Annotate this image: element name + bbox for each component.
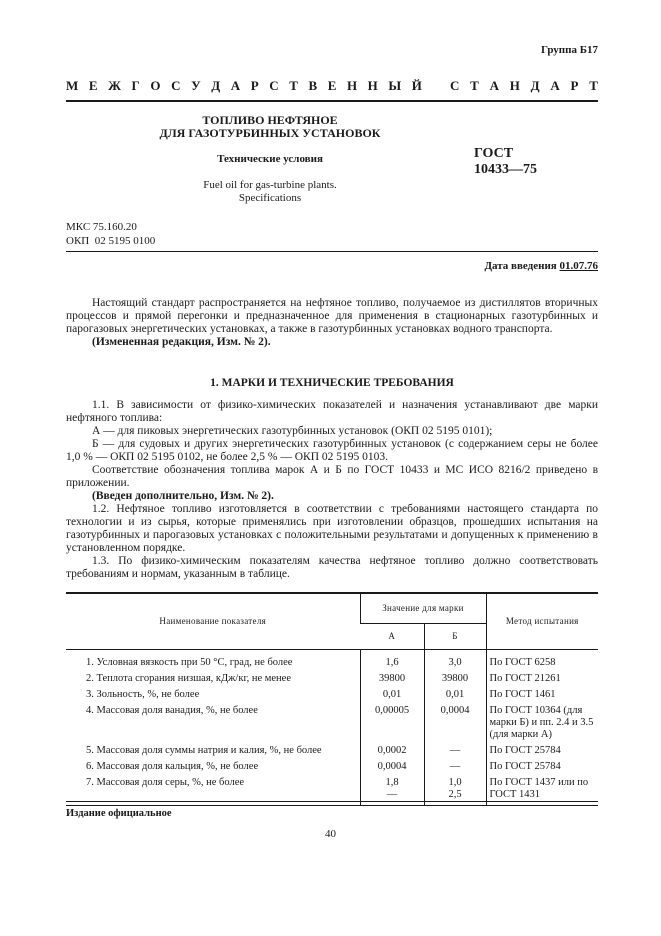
gost-code: 10433—75 <box>474 162 537 177</box>
document-title <box>140 114 400 140</box>
english-title-line-1: Fuel oil for gas-turbine plants. <box>203 179 337 191</box>
english-title-line-2: Specifications <box>238 192 302 204</box>
intro-block <box>66 297 598 349</box>
header-name: Наименование показателя <box>66 593 360 649</box>
intro-paragraph: Настоящий стандарт распространяется на нефтяное топливо, получаемое из дистиллятов вторичных процессов и прямой перегонки и предназначенное для применения в стационарных газотурбинных и парогазовых энергетических установках, а также в газотурбинных установках водного транспорта. <box>66 297 598 335</box>
row-grade-a: 0,00005 <box>360 705 424 741</box>
row-name: 7. Массовая доля серы, %, не более <box>86 777 245 788</box>
row-method: По ГОСТ 1437 или по ГОСТ 1431 <box>486 777 598 801</box>
okp-code: ОКП 02 5195 0100 <box>66 235 156 247</box>
document-subtitle: Технические условия <box>217 153 323 165</box>
row-name: 2. Теплота сгорания низшая, кДж/кг, не менее <box>86 673 291 684</box>
row-grade-b: — <box>424 745 486 757</box>
grade-b-item: Б — для судовых и других энергетических газотурбинных установок (с содержанием серы не более 1,0 % — ОКП 02 5195 0102, не более 2,5 % — ОКП 02 5195 0103. <box>66 438 598 463</box>
mks-code: МКС 75.160.20 <box>66 221 137 233</box>
row-grade-b-value-2: 2,5 <box>448 789 462 800</box>
section-heading: 1. МАРКИ И ТЕХНИЧЕСКИЕ ТРЕБОВАНИЯ <box>210 377 454 389</box>
official-edition: Издание официальное <box>66 808 172 819</box>
row-grade-b-value-1: 1,0 <box>448 777 462 788</box>
row-method: По ГОСТ 1461 <box>486 689 598 701</box>
row-name: 5. Массовая доля суммы натрия и калия, %, не более <box>86 745 322 756</box>
row-name: 3. Зольность, %, не более <box>86 689 200 700</box>
clause-1-3: 1.3. По физико-химическим показателям качества нефтяное топливо должно соответствовать требованиям и нормам, указанным в таблице. <box>66 555 598 580</box>
row-method: По ГОСТ 25784 <box>486 745 598 757</box>
table-row <box>66 689 598 701</box>
correspondence-paragraph: Соответствие обозначения топлива марок А и Б по ГОСТ 10433 и МС ИСО 8216/2 приведено в приложении. <box>66 464 598 489</box>
table-row <box>66 761 598 773</box>
section-body <box>66 399 598 581</box>
table-row <box>66 673 598 685</box>
row-grade-a-value-1: 1,8 <box>385 777 399 788</box>
grade-a-item: А — для пиковых энергетических газотурбинных установок (ОКП 02 5195 0101); <box>92 425 493 437</box>
group-label: Группа Б17 <box>541 44 598 56</box>
table-row <box>66 705 598 741</box>
row-grade-b: 0,0004 <box>424 705 486 741</box>
row-method: По ГОСТ 25784 <box>486 761 598 773</box>
row-name: 6. Массовая доля кальция, %, не более <box>86 761 259 772</box>
intro-date-value: 01.07.76 <box>559 260 598 272</box>
row-grade-b: — <box>424 761 486 773</box>
edit-note: (Измененная редакция, Изм. № 2). <box>92 336 271 348</box>
standard-banner <box>66 78 598 94</box>
gost-number <box>474 146 537 178</box>
row-grade-a: 1,6 <box>360 657 424 669</box>
header-grade-a: А <box>360 623 424 649</box>
row-grade-a: 0,0002 <box>360 745 424 757</box>
row-grade-a: 0,0004 <box>360 761 424 773</box>
row-name: 1. Условная вязкость при 50 °С, град, не более <box>86 657 293 668</box>
row-grade-a: 0,01 <box>360 689 424 701</box>
row-name: 4. Массовая доля ванадия, %, не более <box>86 705 258 716</box>
title-line-2: ДЛЯ ГАЗОТУРБИННЫХ УСТАНОВОК <box>159 126 381 140</box>
intro-date-label: Дата введения <box>484 260 557 272</box>
banner-word-standard: С Т А Н Д А Р Т <box>450 78 598 93</box>
header-grade-b: Б <box>424 623 486 649</box>
row-grade-b: 0,01 <box>424 689 486 701</box>
requirements-table <box>66 592 598 806</box>
classification-codes <box>66 220 155 248</box>
page-number: 40 <box>325 828 336 840</box>
row-grade-a: 39800 <box>360 673 424 685</box>
intro-date <box>484 260 598 272</box>
english-title <box>140 179 400 205</box>
row-grade-a-value-2: — <box>386 789 398 800</box>
table-row <box>66 745 598 757</box>
table-row <box>66 657 598 669</box>
clause-1-2: 1.2. Нефтяное топливо изготовляется в соответствии с требованиями настоящего стандарта по технологии и из сырья, которые применялись при изготовлении образцов, прошедших испытания на газотурбинных и парогазовых установках с положительными результатами и допущенных к применению в установленном порядке. <box>66 503 598 554</box>
row-method: По ГОСТ 10364 (для марки Б) и пп. 2.4 и 3.5 (для марки А) <box>486 705 598 741</box>
header-value: Значение для марки <box>360 593 486 623</box>
row-method: По ГОСТ 21261 <box>486 673 598 685</box>
added-note: (Введен дополнительно, Изм. № 2). <box>92 490 274 502</box>
row-method: По ГОСТ 6258 <box>486 657 598 669</box>
clause-1-1: 1.1. В зависимости от физико-химических показателей и назначения устанавливают две марки нефтяного топлива: <box>66 399 598 424</box>
header-rule <box>66 251 598 252</box>
title-line-1: ТОПЛИВО НЕФТЯНОЕ <box>202 113 338 127</box>
top-rule <box>66 100 598 102</box>
row-grade-b: 3,0 <box>424 657 486 669</box>
header-method: Метод испытания <box>486 593 598 649</box>
row-grade-a <box>360 777 424 801</box>
gost-label: ГОСТ <box>474 146 514 161</box>
row-grade-b <box>424 777 486 801</box>
row-grade-b: 39800 <box>424 673 486 685</box>
table-row <box>66 777 598 801</box>
footer-rule <box>66 801 598 802</box>
banner-word-interstate: М Е Ж Г О С У Д А Р С Т В Е Н Н Ы Й <box>66 78 422 93</box>
